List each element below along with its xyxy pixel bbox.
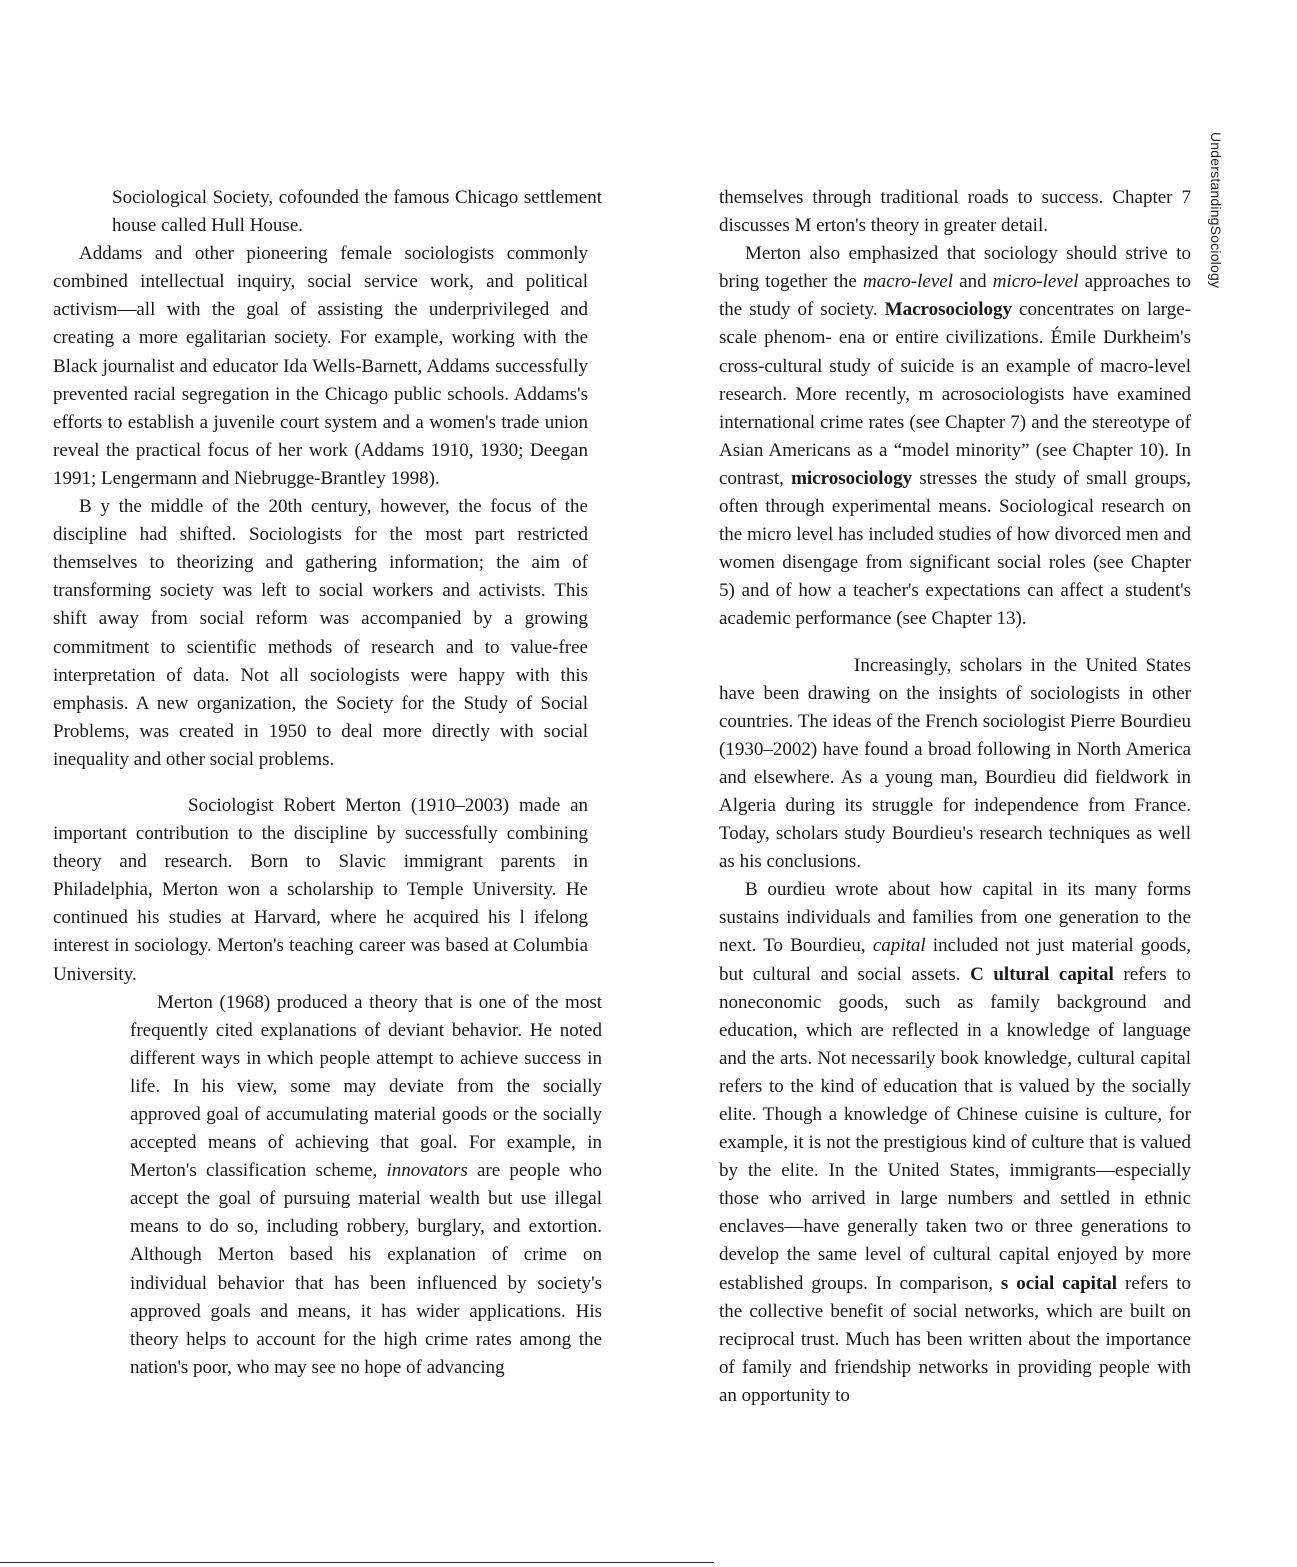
paragraph-macro-micro: Merton also emphasized that sociology should strive to bring together the macro-level and micro-level approaches to the study of society. Macrosociology concentrates on large-scale phenom- ena or entire civilizations. Émile Durkheim's cross-cultural study of suicide is an example of macro-level research. More recently, m acrosociologists have examined international crime rates (see Chapter 7) and the stereotype of Asian Americans as a “model minority” (see Chapter 10). In contrast, microsociology stresses the study of small groups, often through experimental means. Sociological research on the micro level has included studies of how divorced men and women disengage from significant social roles (see Chapter 5) and of how a teacher's expectations can affect a student's academic performance (see Chapter 13).	[719, 243, 1192, 630]
left-column	[53, 184, 602, 1382]
paragraph-mid-century: B y the middle of the 20th century, however, the focus of the discipline had shifted. Sociologists for the most part restricted themselves to theorizing and gathering information; the aim of transforming society was left to social workers and activists. This shift away from social reform was accompanied by a growing commitment to scientific methods of research and to value-free interpretation of data. Not all sociologists were happy with this emphasis. A new organization, the Society for the Study of Social Problems, was created in 1950 to deal more directly with social inequality and other social problems.	[53, 496, 588, 770]
paragraph-addams: Addams and other pioneering female sociologists commonly combined intellectual inquiry, social service work, and political activism—all with the goal of assisting the underprivileged and creating a more egalitarian society. For example, working with the Black journalist and educator Ida Wells-Barnett, Addams successfully prevented racial segregation in the Chicago public schools. Addams's efforts to establish a juvenile court system and a women's trade union reveal the practical focus of her work (Addams 1910, 1930; Deegan 1991; Lengermann and Niebrugge-Brantley 1998).	[53, 243, 588, 489]
term-cultural-capital: C ultural capital	[970, 963, 1114, 985]
running-head: UnderstandingSociology	[1208, 132, 1224, 289]
term-macrosociology: Macrosociology	[884, 299, 1013, 321]
paragraph-bourdieu-capital: B ourdieu wrote about how capital in its many forms sustains individuals and families from one generation to the next. To Bourdieu, capital included not just material goods, but cultural and social assets. C ultural capital refers to noneconomic goods, such as family background and education, which are reflected in a knowledge of language and the arts. Not necessarily book knowledge, cultural capital refers to the kind of education that is valued by the socially elite. Though a knowledge of Chinese cuisine is culture, for example, it is not the prestigious kind of culture that is valued by the elite. In the United States, immigrants—especially those who arrived in large numbers and settled in ethnic enclaves—have generally taken two or three generations to develop the same level of cultural capital enjoyed by more established groups. In comparison, s ocial capital refers to the collective benefit of social networks, which are built on reciprocal trust. Much has been written about the importance of family and friendship networks in providing people with an opportunity to	[719, 879, 1191, 1406]
paragraph-hull-house: Sociological Society, cofounded the famous Chicago settlement house called Hull House.	[112, 187, 602, 237]
paragraph-merton-bio: Sociologist Robert Merton (1910–2003) made an important contribution to the discipline by successfully combining theory and research. Born to Slavic immigrant parents in Philadelphia, Merton won a scholarship to Temple University. He continued his studies at Harvard, where he acquired his l ifelong interest in sociology. Merton's teaching career was based at Columbia University.	[53, 794, 588, 985]
term-capital: capital	[872, 935, 926, 957]
bottom-rule	[0, 1562, 714, 1563]
term-micro-level: micro-level	[992, 271, 1079, 293]
term-macro-level: macro-level	[862, 271, 953, 293]
paragraph-bourdieu-intro: Increasingly, scholars in the United States have been drawing on the insights of sociologists in other countries. The ideas of the French sociologist Pierre Bourdieu (1930–2002) have found a broad following in North America and elsewhere. As a young man, Bourdieu did fieldwork in Algeria during its struggle for independence from France. Today, scholars study Bourdieu's research techniques as well as his conclusions.	[719, 654, 1191, 873]
term-social-capital: s ocial capital	[1000, 1272, 1118, 1294]
term-innovators: innovators	[386, 1160, 468, 1182]
right-column	[719, 184, 1191, 1410]
term-microsociology: microsociology	[791, 467, 913, 489]
paragraph-continuation: themselves through traditional roads to success. Chapter 7 discusses M erton's theory in greater detail.	[719, 187, 1191, 237]
paragraph-merton-theory: Merton (1968) produced a theory that is one of the most frequently cited explanations of deviant behavior. He noted different ways in which people attempt to achieve success in life. In his view, some may deviate from the socially approved goal of accumulating material goods or the socially accepted means of achieving that goal. For example, in Merton's classification scheme, innovators are people who accept the goal of pursuing material wealth but use illegal means to do so, including robbery, burglary, and extortion. Although Merton based his explanation of crime on individual behavior that has been influenced by society's approved goals and means, it has wider applications. His theory helps to account for the high crime rates among the nation's poor, who may see no hope of advancing	[130, 991, 602, 1378]
